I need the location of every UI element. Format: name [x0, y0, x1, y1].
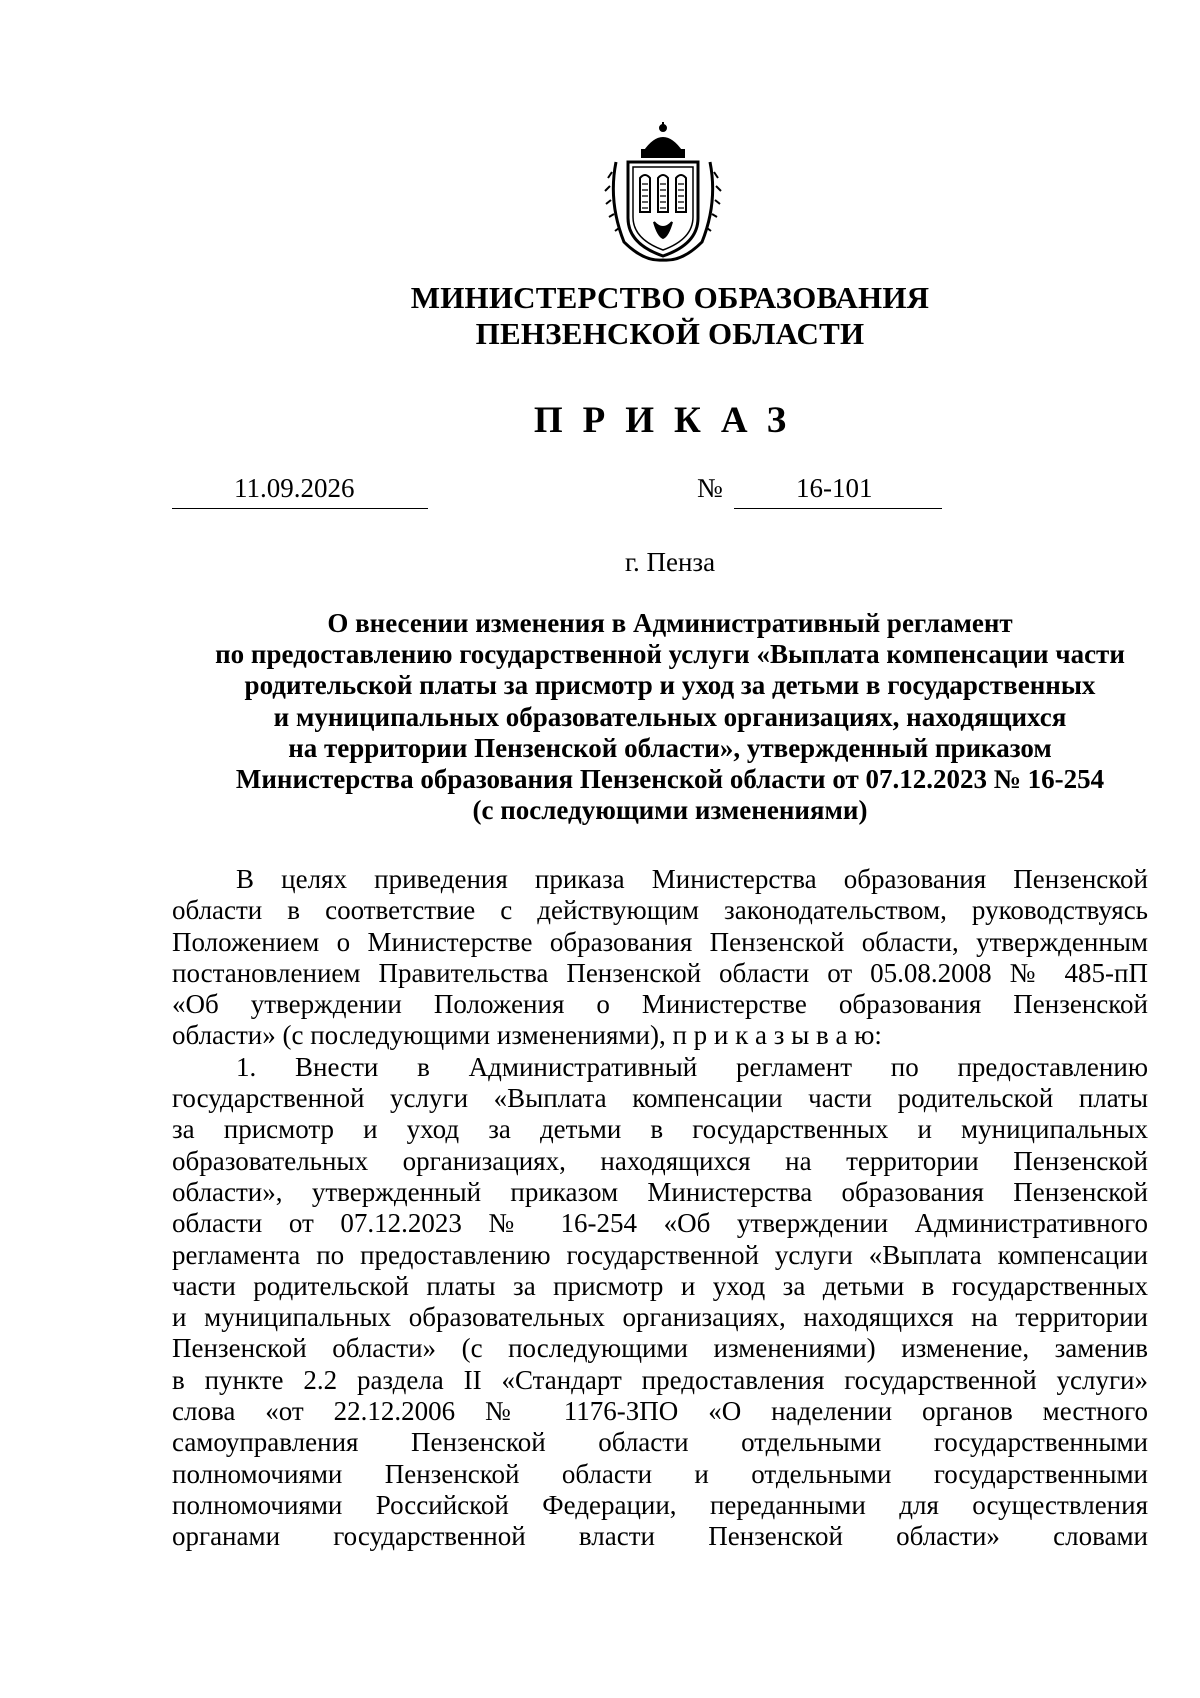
order-body	[172, 864, 1148, 1553]
body-line: за присмотр и уход за детьми в государственных и муниципальных	[172, 1114, 1148, 1145]
heading-line: Министерства образования Пензенской области от 07.12.2023 № 16-254	[235, 764, 1105, 795]
body-line: слова «от 22.12.2006 № 1176-ЗПО «О наделении органов местного	[172, 1396, 1148, 1427]
body-line: образовательных организациях, находящихся на территории Пензенской	[172, 1145, 1148, 1176]
city-label: г. Пенза	[624, 547, 716, 577]
body-line: части родительской платы за присмотр и уход за детьми в государственных	[172, 1270, 1148, 1301]
heading-line: по предоставлению государственной услуги «Выплата компенсации части	[215, 639, 1125, 670]
heading-line: на территории Пензенской области», утвержденный приказом	[288, 732, 1052, 763]
body-line: государственной услуги «Выплата компенсации части родительской платы	[172, 1083, 1148, 1114]
document-type-title: ПРИКАЗ	[533, 400, 807, 441]
body-line: Пензенской области» (с последующими изменениями) изменение, заменив	[172, 1333, 1148, 1364]
coat-of-arms-icon	[604, 122, 722, 264]
heading-line: и муниципальных образовательных организациях, находящихся	[273, 701, 1067, 732]
body-line: области» (с последующими изменениями), п р и к а з ы в а ю:	[172, 1020, 882, 1051]
body-line: области», утвержденный приказом Министерства образования Пензенской	[172, 1176, 1148, 1207]
body-line: в пункте 2.2 раздела II «Стандарт предоставления государственной услуги»	[172, 1364, 1148, 1395]
body-line: самоуправления Пензенской области отдельными государственными	[172, 1427, 1148, 1458]
heading-line: О внесении изменения в Административный регламент	[327, 608, 1013, 638]
ministry-name	[300, 280, 1040, 352]
order-number: 16-101	[796, 473, 873, 503]
body-line: полномочиями Российской Федерации, переданными для осуществления	[172, 1489, 1148, 1520]
body-line: 1. Внести в Административный регламент по предоставлению	[236, 1051, 1148, 1082]
body-line: постановлением Правительства Пензенской области от 05.08.2008 № 485-пП	[172, 957, 1148, 988]
heading-line: родительской платы за присмотр и уход за детьми в государственных	[244, 670, 1096, 701]
body-line: «Об утверждении Положения о Министерстве образования Пензенской	[172, 989, 1148, 1020]
body-line: регламента по предоставлению государственной услуги «Выплата компенсации	[172, 1239, 1148, 1270]
heading-line: (с последующими изменениями)	[472, 795, 868, 826]
ministry-line-2: ПЕНЗЕНСКОЙ ОБЛАСТИ	[475, 316, 865, 351]
order-heading	[172, 608, 1168, 826]
number-field	[734, 472, 942, 509]
order-date: 11.09.2026	[234, 473, 355, 503]
body-line: и муниципальных образовательных организациях, находящихся на территории	[172, 1302, 1148, 1333]
date-field	[172, 472, 428, 509]
body-line: органами государственной власти Пензенской области» словами	[172, 1521, 1148, 1552]
ministry-line-1: МИНИСТЕРСТВО ОБРАЗОВАНИЯ	[410, 280, 930, 315]
body-line: Положением о Министерстве образования Пензенской области, утвержденным	[172, 926, 1148, 957]
body-line: области от 07.12.2023 № 16-254 «Об утверждении Административного	[172, 1208, 1148, 1239]
body-line: В целях приведения приказа Министерства образования Пензенской	[236, 864, 1148, 894]
number-sign: №	[697, 473, 723, 503]
body-line: полномочиями Пензенской области и отдельными государственными	[172, 1458, 1148, 1489]
body-line: области в соответствие с действующим законодательством, руководствуясь	[172, 895, 1148, 926]
